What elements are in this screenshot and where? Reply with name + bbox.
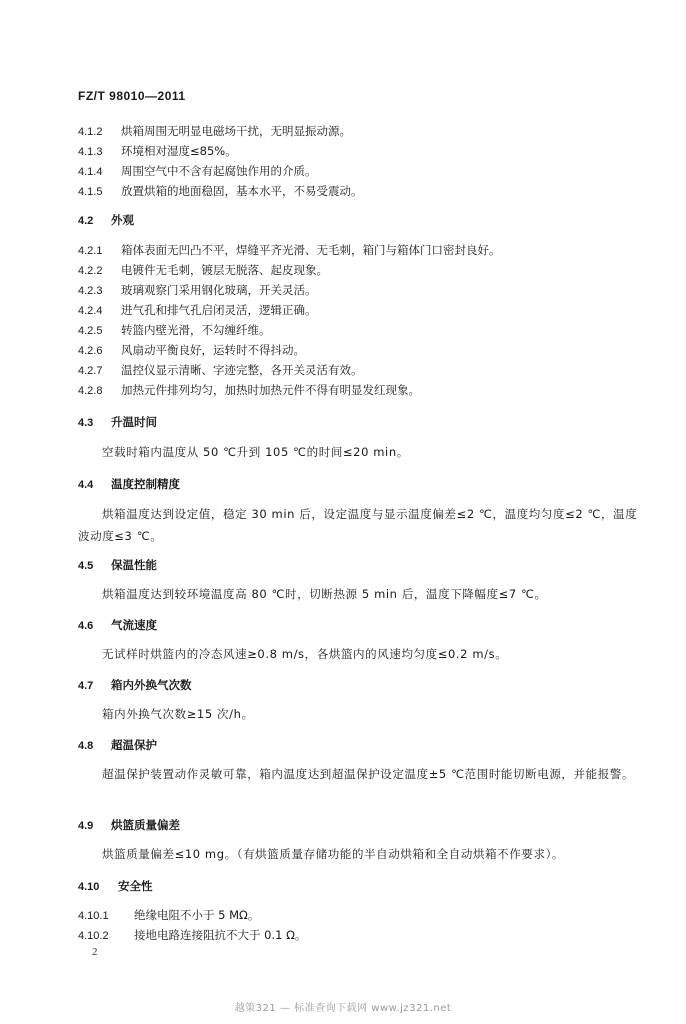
clause-4-10-2: [78, 927, 306, 944]
section-title: 升温时间: [111, 415, 157, 429]
section-heading-4-7: [78, 677, 192, 694]
clause-number: 4.2.8: [78, 385, 103, 397]
clause-text: 箱体表面无凹凸不平，焊缝平齐光滑、无毛刺，箱门与箱体门口密封良好。: [121, 243, 501, 257]
clause-text: 电镀件无毛刺，镀层无脱落、起皮现象。: [121, 263, 328, 277]
section-title: 烘篮质量偏差: [111, 818, 180, 832]
section-heading-4-5: [78, 557, 157, 574]
section-heading-4-2: [78, 212, 134, 229]
section-heading-4-3: [78, 414, 157, 431]
clause-4-1-3: [78, 143, 237, 160]
clause-number: 4.1.3: [78, 146, 103, 158]
clause-text: 周围空气中不含有起腐蚀作用的介质。: [121, 164, 317, 178]
clause-text: 加热元件排列均匀，加热时加热元件不得有明显发红现象。: [121, 383, 420, 397]
standard-code: FZ/T 98010—2011: [78, 89, 186, 103]
clause-4-1-5: [78, 183, 363, 200]
section-body-4-9: 烘篮质量偏差≤10 mg。（有烘篮质量存储功能的半自动烘箱和全自动烘箱不作要求）。: [102, 847, 565, 861]
section-body-4-4: 烘箱温度达到设定值，稳定 30 min 后，设定温度与显示温度偏差≤2 ℃，温度均匀度≤2 ℃，温度波动度≤3 ℃。: [78, 507, 638, 543]
clause-text: 绝缘电阻不小于 5 MΩ。: [134, 908, 260, 922]
section-heading-4-8: [78, 737, 157, 754]
clause-number: 4.2.3: [78, 285, 103, 297]
page-number: 2: [92, 946, 98, 958]
clause-4-2-2: [78, 262, 328, 279]
clause-text: 风扇动平衡良好，运转时不得抖动。: [121, 343, 305, 357]
clause-4-2-4: [78, 302, 317, 319]
clause-text: 温控仪显示清晰、字迹完整，各开关灵活有效。: [121, 363, 363, 377]
clause-number: 4.2.7: [78, 365, 103, 377]
section-number: 4.4: [78, 479, 94, 491]
clause-4-2-1: [78, 242, 501, 259]
clause-4-1-2: [78, 123, 351, 140]
section-heading-4-4: [78, 476, 180, 493]
clause-number: 4.10.1: [78, 910, 109, 922]
clause-text: 进气孔和排气孔启闭灵活，逻辑正确。: [121, 303, 317, 317]
section-title: 气流速度: [111, 618, 157, 632]
clause-4-2-3: [78, 282, 317, 299]
clause-text: 转篮内壁光滑，不勾缠纤维。: [121, 323, 271, 337]
clause-number: 4.2.1: [78, 245, 103, 257]
clause-text: 环境相对湿度≤85%。: [121, 144, 237, 158]
section-number: 4.8: [78, 740, 94, 752]
section-title: 箱内外换气次数: [111, 678, 192, 692]
section-body-4-8: 超温保护装置动作灵敏可靠，箱内温度达到超温保护设定温度±5 ℃范围时能切断电源，并能报警。: [102, 767, 635, 781]
clause-text: 玻璃观察门采用钢化玻璃，开关灵活。: [121, 283, 317, 297]
section-number: 4.7: [78, 680, 94, 692]
section-number: 4.2: [78, 215, 94, 227]
section-number: 4.10: [78, 881, 100, 893]
clause-4-10-1: [78, 907, 259, 924]
section-title: 温度控制精度: [111, 477, 180, 491]
section-heading-4-9: [78, 817, 180, 834]
clause-number: 4.2.6: [78, 345, 103, 357]
section-body-4-6: 无试样时烘篮内的冷态风速≥0.8 m/s，各烘篮内的风速均匀度≤0.2 m/s。: [102, 647, 508, 661]
section-body-4-7: 箱内外换气次数≥15 次/h。: [102, 707, 254, 721]
clause-number: 4.1.2: [78, 126, 103, 138]
section-title: 保温性能: [111, 558, 157, 572]
section-number: 4.5: [78, 560, 94, 572]
clause-4-2-7: [78, 362, 363, 379]
clause-4-2-5: [78, 322, 271, 339]
clause-number: 4.2.2: [78, 265, 103, 277]
section-title: 超温保护: [111, 738, 157, 752]
section-number: 4.6: [78, 620, 94, 632]
section-number: 4.3: [78, 417, 94, 429]
clause-number: 4.1.4: [78, 166, 103, 178]
clause-number: 4.2.4: [78, 305, 103, 317]
clause-text: 放置烘箱的地面稳固，基本水平，不易受震动。: [121, 184, 363, 198]
clause-number: 4.1.5: [78, 186, 103, 198]
footer-watermark: 越策321 — 标准查询下载网 www.jz321.net: [234, 1003, 452, 1014]
clause-4-2-8: [78, 382, 420, 399]
clause-text: 烘箱周围无明显电磁场干扰，无明显振动源。: [121, 124, 351, 138]
section-number: 4.9: [78, 820, 94, 832]
section-body-4-3: 空载时箱内温度从 50 ℃升到 105 ℃的时间≤20 min。: [102, 445, 409, 459]
clause-4-1-4: [78, 163, 317, 180]
clause-text: 接地电路连接阻抗不大于 0.1 Ω。: [134, 928, 307, 942]
clause-number: 4.10.2: [78, 930, 109, 942]
section-title: 安全性: [118, 879, 153, 893]
section-title: 外观: [111, 213, 134, 227]
section-heading-4-6: [78, 617, 157, 634]
section-body-4-5: 烘箱温度达到较环境温度高 80 ℃时，切断热源 5 min 后，温度下降幅度≤7 ℃。: [102, 587, 547, 601]
clause-4-2-6: [78, 342, 305, 359]
clause-number: 4.2.5: [78, 325, 103, 337]
section-heading-4-10: [78, 878, 153, 895]
